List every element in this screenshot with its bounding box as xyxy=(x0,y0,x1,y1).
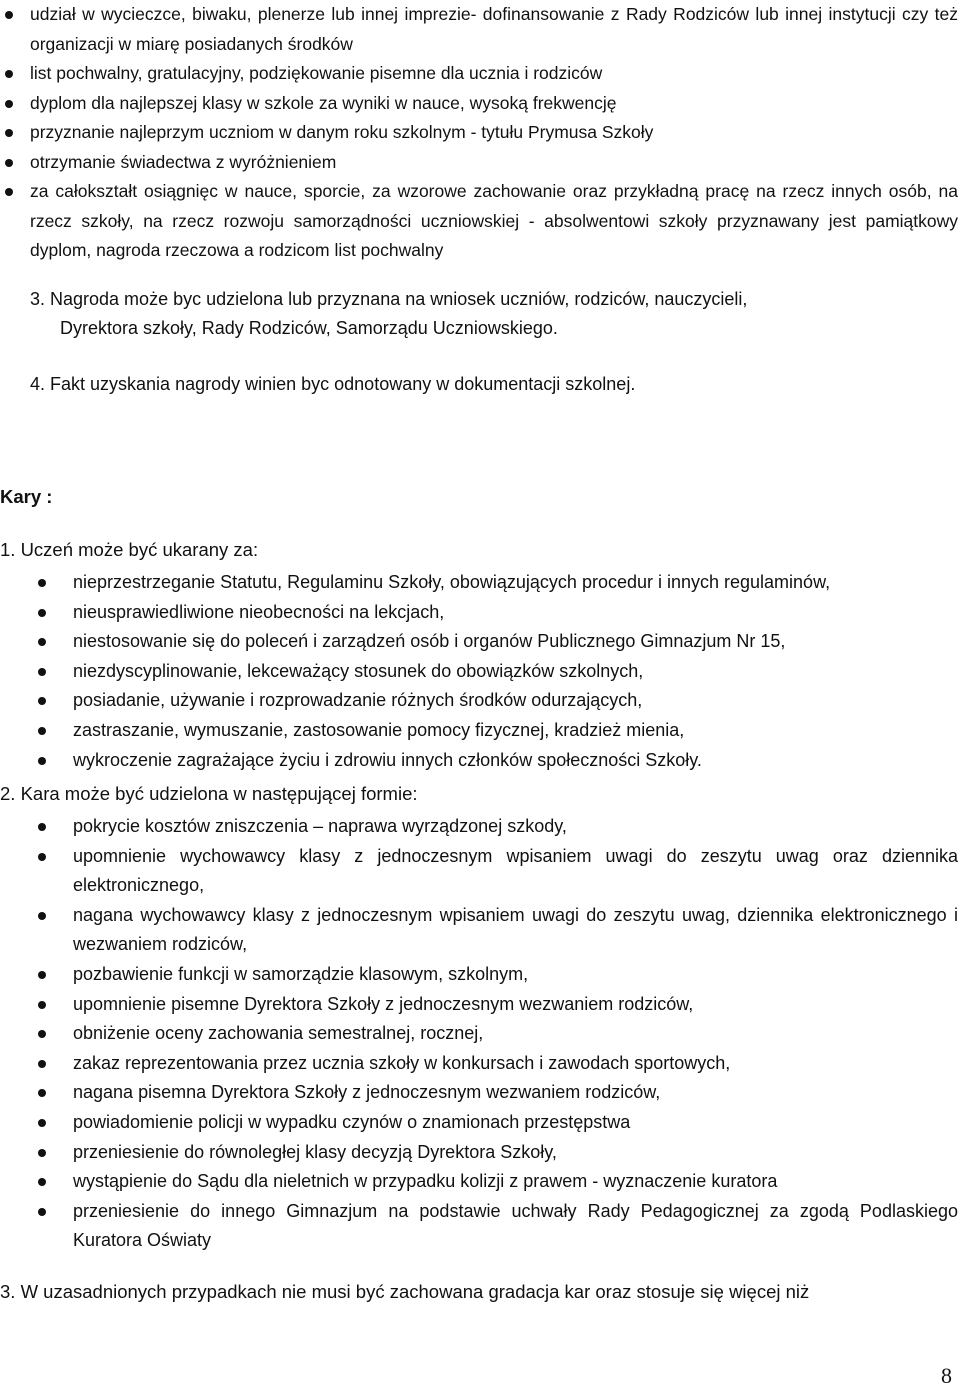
paragraph-line: 3. Nagroda może byc udzielona lub przyznana na wniosek uczniów, rodziców, nauczycieli, xyxy=(30,289,748,309)
paragraph-point-4: 4. Fakt uzyskania nagrody winien byc odnotowany w dokumentacji szkolnej. xyxy=(30,374,636,394)
list-item-text: • za całokształt osiągnięc w nauce, sporcie, za wzorowe zachowanie oraz przykładną pracę na rzecz innych osób, na rzecz szkoły, na rzecz rozwoju samorządności uczniowskiej - absolwentowi szkoły przyznawany jest pamiątkowy dyplom, nagroda rzeczowa a rodzicom list pochwalny xyxy=(30,181,958,260)
list-item xyxy=(0,812,960,842)
bullet-icon xyxy=(38,697,46,705)
list-item-text: • zakaz reprezentowania przez ucznia szkoły w konkursach i zawodach sportowych, xyxy=(73,1052,731,1073)
bullet-icon xyxy=(38,609,46,617)
list-item xyxy=(0,901,960,960)
list-item xyxy=(0,0,960,59)
list-item-text: • powiadomienie policji w wypadku czynów o znamionach przestępstwa xyxy=(73,1111,631,1132)
list-item xyxy=(0,1167,960,1197)
list-item-text: • wystąpienie do Sądu dla nieletnich w przypadku kolizji z prawem - wyznaczenie kuratora xyxy=(73,1171,778,1192)
bullet-icon xyxy=(38,638,46,646)
list-item-text: • upomnienie pisemne Dyrektora Szkoły z jednoczesnym wezwaniem rodziców, xyxy=(73,993,694,1014)
list-item-text: • wykroczenie zagrażające życiu i zdrowiu innych członków społeczności Szkoły. xyxy=(73,749,702,770)
list-item xyxy=(0,177,960,266)
list-item xyxy=(0,568,960,598)
bullet-icon xyxy=(38,971,46,979)
list-item-text: • nagana pisemna Dyrektora Szkoły z jednoczesnym wezwaniem rodziców, xyxy=(73,1082,661,1103)
list-item-text: • list pochwalny, gratulacyjny, podziękowanie pisemne dla ucznia i rodziców xyxy=(30,63,603,83)
list-item-text: • otrzymanie świadectwa z wyróżnieniem xyxy=(30,151,337,172)
kary-point-3: 3. W uzasadnionych przypadkach nie musi być zachowana gradacja kar oraz stosuje się więcej niż xyxy=(0,1281,810,1302)
bullet-icon xyxy=(38,1030,46,1038)
list-item xyxy=(0,59,960,89)
list-item xyxy=(0,746,960,776)
bullet-icon xyxy=(38,823,46,831)
bullet-icon xyxy=(38,1208,46,1216)
list-item xyxy=(0,1049,960,1079)
punishment-forms-list xyxy=(0,812,960,1256)
list-item-text: • zastraszanie, wymuszanie, zastosowanie pomocy fizycznej, kradzież mienia, xyxy=(73,719,685,740)
list-item-text: • pokrycie kosztów zniszczenia – naprawa wyrządzonej szkody, xyxy=(73,816,567,836)
list-item xyxy=(0,990,960,1020)
list-item xyxy=(0,960,960,990)
list-item xyxy=(0,686,960,716)
list-item xyxy=(0,118,960,148)
bullet-icon xyxy=(5,188,13,196)
bullet-icon xyxy=(5,11,13,19)
list-item xyxy=(0,842,960,901)
list-item-text: • udział w wycieczce, biwaku, plenerze lub innej imprezie- dofinansowanie z Rady Rodziców lub innej instytucji czy też organizacji w miarę posiadanych środków xyxy=(30,4,958,54)
bullet-icon xyxy=(5,70,13,78)
list-item-text: • dyplom dla najlepszej klasy w szkole za wyniki w nauce, wysoką frekwencję xyxy=(30,92,617,113)
list-item-text: • niestosowanie się do poleceń i zarządzeń osób i organów Publicznego Gimnazjum Nr 15, xyxy=(73,631,786,652)
page-number: 8 xyxy=(941,1363,952,1388)
list-item xyxy=(0,148,960,178)
rewards-list xyxy=(0,0,960,266)
bullet-icon xyxy=(5,100,13,108)
bullet-icon xyxy=(38,853,46,861)
bullet-icon xyxy=(5,129,13,137)
list-item-text: • przeniesienie do równoległej klasy decyzją Dyrektora Szkoły, xyxy=(73,1141,557,1162)
bullet-icon xyxy=(38,1060,46,1068)
kary-point-2-intro: 2. Kara może być udzielona w następującej formie: xyxy=(0,783,418,804)
list-item-text: • przyznanie najleprzym uczniom w danym roku szkolnym - tytułu Prymusa Szkoły xyxy=(30,122,654,142)
kary-point-1-intro: 1. Uczeń może być ukarany za: xyxy=(0,539,259,560)
list-item-text: • przeniesienie do innego Gimnazjum na podstawie uchwały Rady Pedagogicznej za zgodą Podlaskiego Kuratora Oświaty xyxy=(73,1200,958,1251)
bullet-icon xyxy=(38,1178,46,1186)
list-item-text: • obniżenie oceny zachowania semestralnej, rocznej, xyxy=(73,1023,484,1044)
bullet-icon xyxy=(38,1149,46,1157)
list-item-text: • nagana wychowawcy klasy z jednoczesnym wpisaniem uwagi do zeszytu uwag, dziennika elektronicznego i wezwaniem rodziców, xyxy=(73,904,958,955)
paragraph-point-3 xyxy=(30,285,910,343)
list-item xyxy=(0,1108,960,1138)
list-item xyxy=(0,1197,960,1256)
list-item xyxy=(0,716,960,746)
bullet-icon xyxy=(38,1001,46,1009)
list-item-text: • upomnienie wychowawcy klasy z jednoczesnym wpisaniem uwagi do zeszytu uwag oraz dziennika elektronicznego, xyxy=(73,845,958,896)
bullet-icon xyxy=(38,727,46,735)
list-item xyxy=(0,1138,960,1168)
list-item xyxy=(0,89,960,119)
list-item-text: • pozbawienie funkcji w samorządzie klasowym, szkolnym, xyxy=(73,963,529,984)
list-item-text: • nieprzestrzeganie Statutu, Regulaminu Szkoły, obowiązujących procedur i innych regulaminów, xyxy=(73,572,831,592)
list-item xyxy=(0,627,960,657)
list-item-text: • niezdyscyplinowanie, lekceważący stosunek do obowiązków szkolnych, xyxy=(73,660,644,681)
list-item xyxy=(0,657,960,687)
bullet-icon xyxy=(5,159,13,167)
list-item xyxy=(0,1019,960,1049)
bullet-icon xyxy=(38,668,46,676)
list-item xyxy=(0,1078,960,1108)
section-heading-kary: Kary : xyxy=(0,486,53,507)
bullet-icon xyxy=(38,912,46,920)
bullet-icon xyxy=(38,757,46,765)
list-item xyxy=(0,598,960,628)
bullet-icon xyxy=(38,579,46,587)
list-item-text: • posiadanie, używanie i rozprowadzanie różnych środków odurzających, xyxy=(73,690,643,711)
punishable-offences-list xyxy=(0,568,960,775)
list-item-text: • nieusprawiedliwione nieobecności na lekcjach, xyxy=(73,601,445,622)
bullet-icon xyxy=(38,1089,46,1097)
paragraph-line: Dyrektora szkoły, Rady Rodziców, Samorządu Uczniowskiego. xyxy=(60,318,558,338)
bullet-icon xyxy=(38,1119,46,1127)
